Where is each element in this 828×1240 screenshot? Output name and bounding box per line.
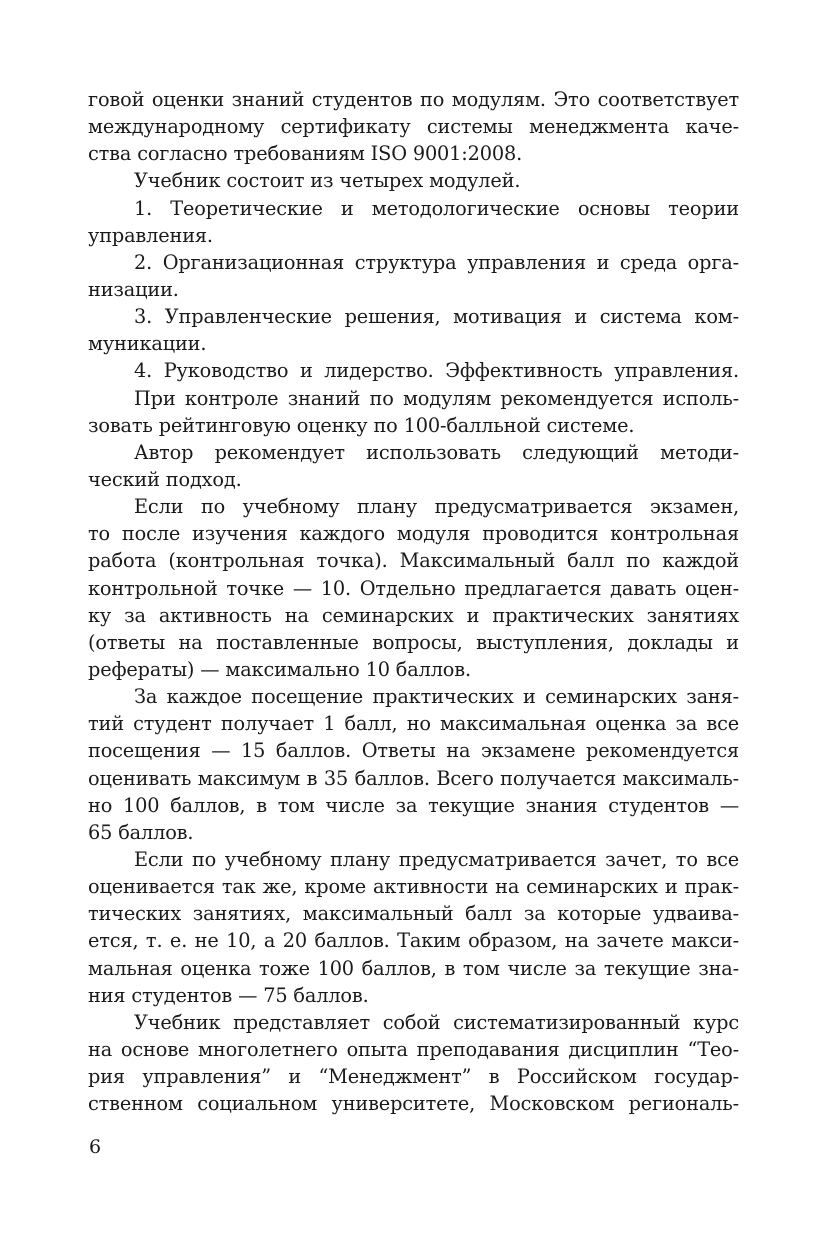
text-line: ется, т. е. не 10, а 20 баллов. Таким образом, на зачете макси- [88,929,739,953]
text-line: зовать рейтинговую оценку по 100-балльной системе. [88,413,635,437]
text-line: посещения — 15 баллов. Ответы на экзамене рекомендуется [88,739,739,763]
text-line: международному сертификату системы менеджмента каче- [88,115,739,139]
text-line: ственном социальном университете, Московском региональ- [88,1092,739,1116]
page-number: 6 [89,1136,102,1158]
text-line: муникации. [88,332,207,356]
text-line: контрольной точке — 10. Отдельно предлагается давать оцен- [88,576,739,600]
text-line: низации. [88,277,179,301]
text-line: оценивается так же, кроме активности на семинарских и прак- [88,875,739,899]
text-line: 3. Управленческие решения, мотивация и система ком- [134,305,739,329]
text-line: При контроле знаний по модулям рекомендуется исполь- [134,386,739,410]
text-line: (ответы на поставленные вопросы, выступления, доклады и [88,630,739,654]
text-line: тических занятиях, максимальный балл за которые удваива- [88,902,739,926]
text-line: Если по учебному плану предусматривается экзамен, [134,495,739,519]
text-line: работа (контрольная точка). Максимальный балл по каждой [88,549,739,573]
text-line: управления. [88,223,213,247]
text-line: тий студент получает 1 балл, но максимальная оценка за все [88,712,739,736]
text-line: ческий подход. [88,467,242,491]
text-line: Учебник состоит из четырех модулей. [134,169,521,193]
text-line: Учебник представляет собой систематизированный курс [134,1010,739,1034]
text-line: ства согласно требованиям ISO 9001:2008. [88,142,523,166]
text-line: то после изучения каждого модуля проводится контрольная [88,522,739,546]
text-line: рия управления” и “Менеджмент” в Российском государ- [88,1065,739,1089]
text-line: оценивать максимум в 35 баллов. Всего получается максималь- [88,766,739,790]
text-line: ния студентов — 75 баллов. [88,983,369,1007]
text-line: 1. Теоретические и методологические основы теории [134,196,739,220]
text-line: говой оценки знаний студентов по модулям. Это соответствует [88,88,739,111]
text-line: на основе многолетнего опыта преподавания дисциплин “Тео- [88,1037,739,1061]
text-line: За каждое посещение практических и семинарских заня- [134,685,739,709]
text-line: рефераты) — максимально 10 баллов. [88,657,471,681]
text-line: 2. Организационная структура управления и среда орга- [134,250,739,274]
text-line: Если по учебному плану предусматривается зачет, то все [134,847,739,871]
text-line: 4. Руководство и лидерство. Эффективность управления. [134,359,739,383]
text-line: ку за активность на семинарских и практических занятиях [88,603,739,627]
text-line: 65 баллов. [88,820,194,844]
text-line: но 100 баллов, в том числе за текущие знания студентов — [88,793,739,817]
text-line: мальная оценка тоже 100 баллов, в том числе за текущие зна- [88,956,739,980]
page-body-text [88,86,739,1117]
text-line: Автор рекомендует использовать следующий методи- [134,440,739,464]
